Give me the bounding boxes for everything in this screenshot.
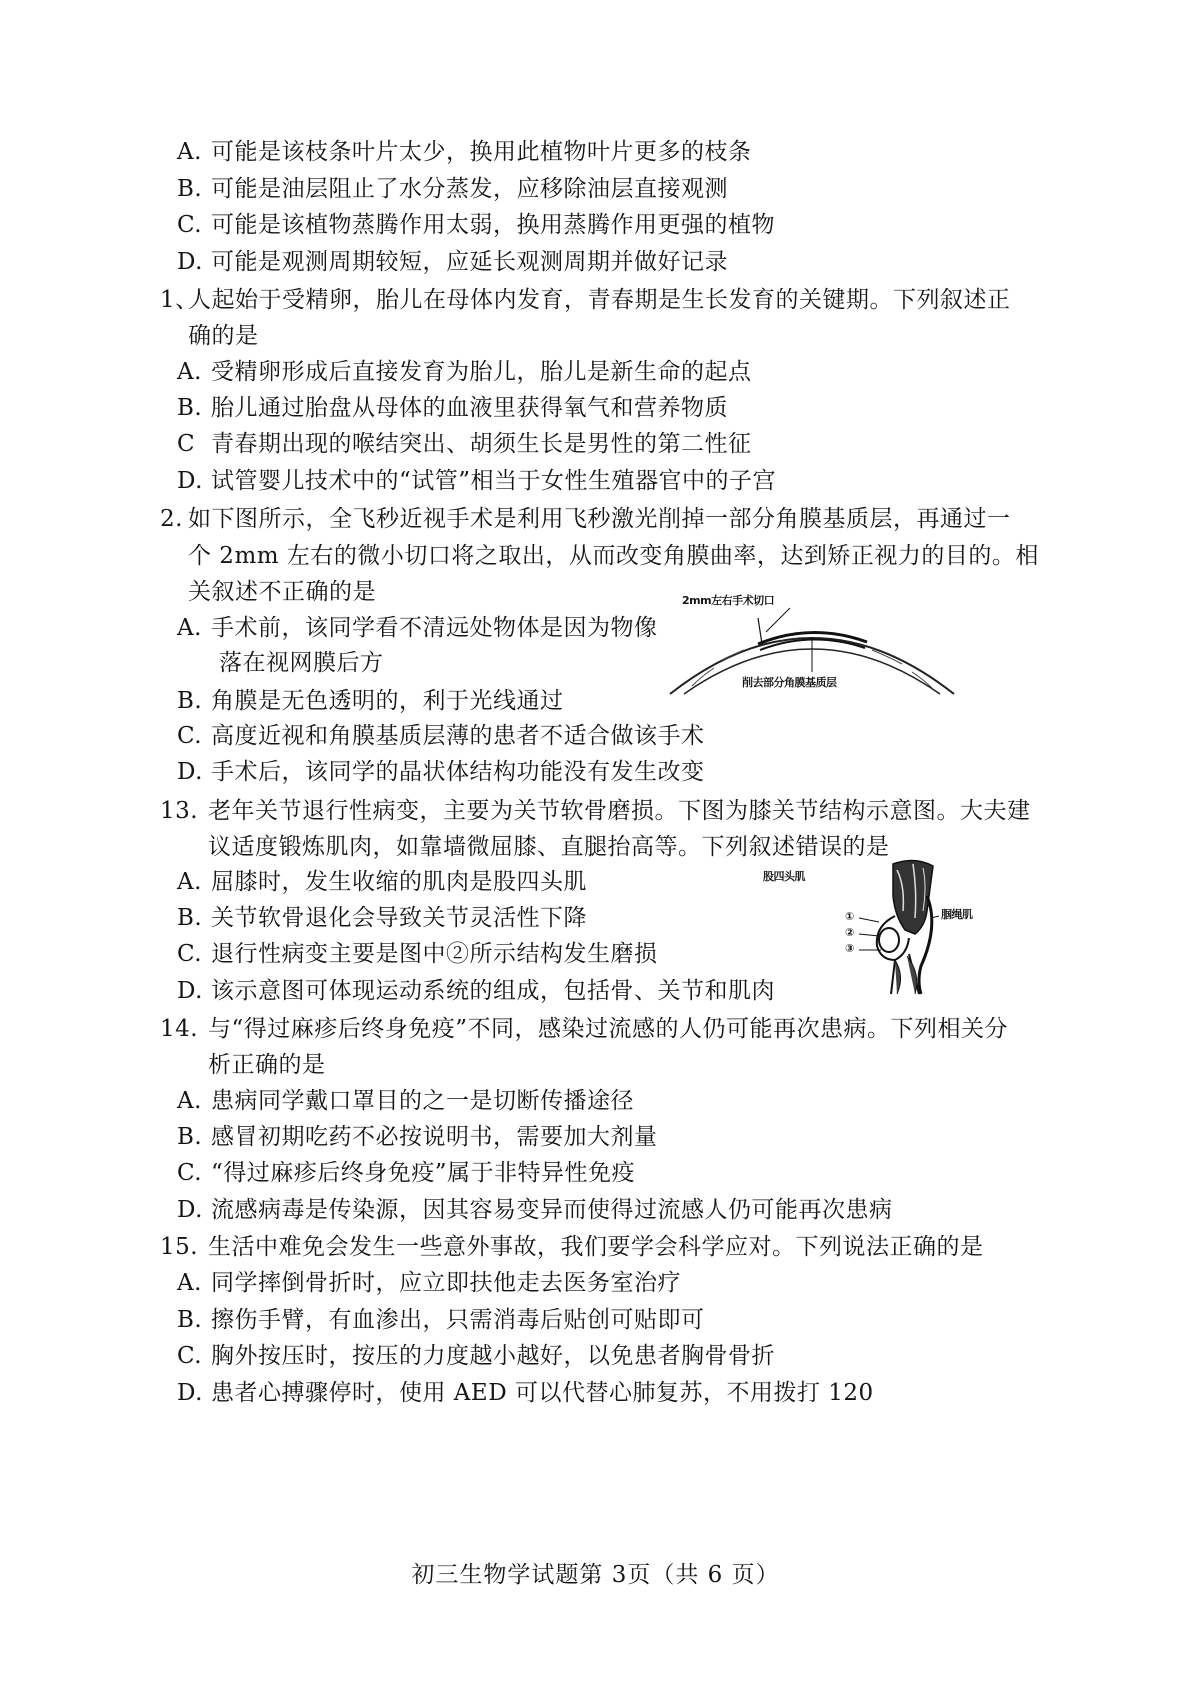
q11-option-d: D. 试管婴儿技术中的“试管”相当于女性生殖器官中的子宫 [177, 468, 777, 494]
q15-option-b: B. 擦伤手臂，有血渗出，只需消毒后贴创可贴即可 [177, 1307, 705, 1333]
figure-marker-2: ② [845, 926, 854, 939]
q14-option-b: B. 感冒初期吃药不必按说明书，需要加大剂量 [177, 1124, 658, 1150]
q14-option-d: D. 流感病毒是传染源，因其容易变异而使得过流感人仍可能再次患病 [177, 1197, 893, 1223]
q15-option-c: C. 胸外按压时，按压的力度越小越好，以免患者胸骨骨折 [177, 1343, 775, 1369]
figure-marker-1: ① [845, 910, 854, 923]
figure-label-incision: 2mm左右手术切口 [682, 594, 775, 607]
q12-option-a-cont: 落在视网膜后方 [219, 650, 384, 676]
question-12-stem-cont: 个 2mm 左右的微小切口将之取出，从而改变角膜曲率，达到矫正视力的目的。相 [188, 543, 1039, 569]
question-12-stem: 2. 如下图所示，全飞秒近视手术是利用飞秒激光削掉一部分角膜基质层，再通过一 [160, 506, 1011, 532]
q13-option-a: A. 屈膝时，发生收缩的肌肉是股四头肌 [177, 869, 587, 895]
question-13-stem-cont: 议适度锻炼肌肉，如靠墙微屈膝、直腿抬高等。下列叙述错误的是 [208, 834, 890, 860]
q13-option-d: D. 该示意图可体现运动系统的组成，包括骨、关节和肌肉 [177, 978, 775, 1004]
q15-option-a: A. 同学摔倒骨折时，应立即扶他走去医务室治疗 [177, 1270, 681, 1296]
q12-option-d: D. 手术后，该同学的晶状体结构功能没有发生改变 [177, 759, 705, 785]
q13-option-c: C. 退行性病变主要是图中②所示结构发生磨损 [177, 941, 658, 967]
cornea-figure [662, 592, 962, 702]
option-a: A. 可能是该枝条叶片太少，换用此植物叶片更多的枝条 [177, 139, 752, 165]
q12-option-b: B. 角膜是无色透明的，利于光线通过 [177, 688, 564, 714]
page-footer: 初三生物学试题第 3页（共 6 页） [411, 1562, 780, 1588]
question-14-stem: 14. 与“得过麻疹后终身免疫”不同，感染过流感的人仍可能再次患病。下列相关分 [160, 1016, 1009, 1042]
question-14-stem-cont: 析正确的是 [208, 1052, 326, 1078]
knee-diagram [835, 856, 995, 996]
q14-option-a: A. 患病同学戴口罩目的之一是切断传播途径 [177, 1088, 634, 1114]
option-c: C. 可能是该植物蒸腾作用太弱，换用蒸腾作用更强的植物 [177, 212, 775, 238]
figure-label-hamstring: 腘绳肌 [941, 908, 973, 921]
figure-marker-3: ③ [845, 942, 854, 955]
question-13-stem: 13. 老年关节退行性病变，主要为关节软骨磨损。下图为膝关节结构示意图。大夫建 [160, 798, 1031, 824]
figure-label-quadriceps: 股四头肌 [763, 870, 805, 883]
q12-option-c: C. 高度近视和角膜基质层薄的患者不适合做该手术 [177, 723, 705, 749]
option-b: B. 可能是油层阻止了水分蒸发，应移除油层直接观测 [177, 176, 728, 202]
q15-option-d: D. 患者心搏骤停时，使用 AED 可以代替心肺复苏，不用拨打 120 [177, 1380, 874, 1406]
knee-figure [763, 856, 995, 996]
q13-option-b: B. 关节软骨退化会导致关节灵活性下降 [177, 905, 587, 931]
q11-option-b: B. 胎儿通过胎盘从母体的血液里获得氧气和营养物质 [177, 395, 728, 421]
q11-option-c: C 青春期出现的喉结突出、胡须生长是男性的第二性征 [177, 431, 752, 457]
question-11-stem-cont: 确的是 [188, 323, 259, 349]
figure-label-stroma: 削去部分角膜基质层 [742, 676, 837, 689]
question-11-stem: 1、人起始于受精卵，胎儿在母体内发育，青春期是生长发育的关键期。下列叙述正 [160, 287, 1011, 313]
question-12-stem-cont2: 关叙述不正确的是 [188, 579, 376, 605]
question-15-stem: 15. 生活中难免会发生一些意外事故，我们要学会科学应对。下列说法正确的是 [160, 1234, 984, 1260]
q14-option-c: C. “得过麻疹后终身免疫”属于非特异性免疫 [177, 1160, 636, 1186]
q12-option-a: A. 手术前，该同学看不清远处物体是因为物像 [177, 615, 658, 641]
option-d: D. 可能是观测周期较短，应延长观测周期并做好记录 [177, 249, 728, 275]
q11-option-a: A. 受精卵形成后直接发育为胎儿，胎儿是新生命的起点 [177, 359, 752, 385]
